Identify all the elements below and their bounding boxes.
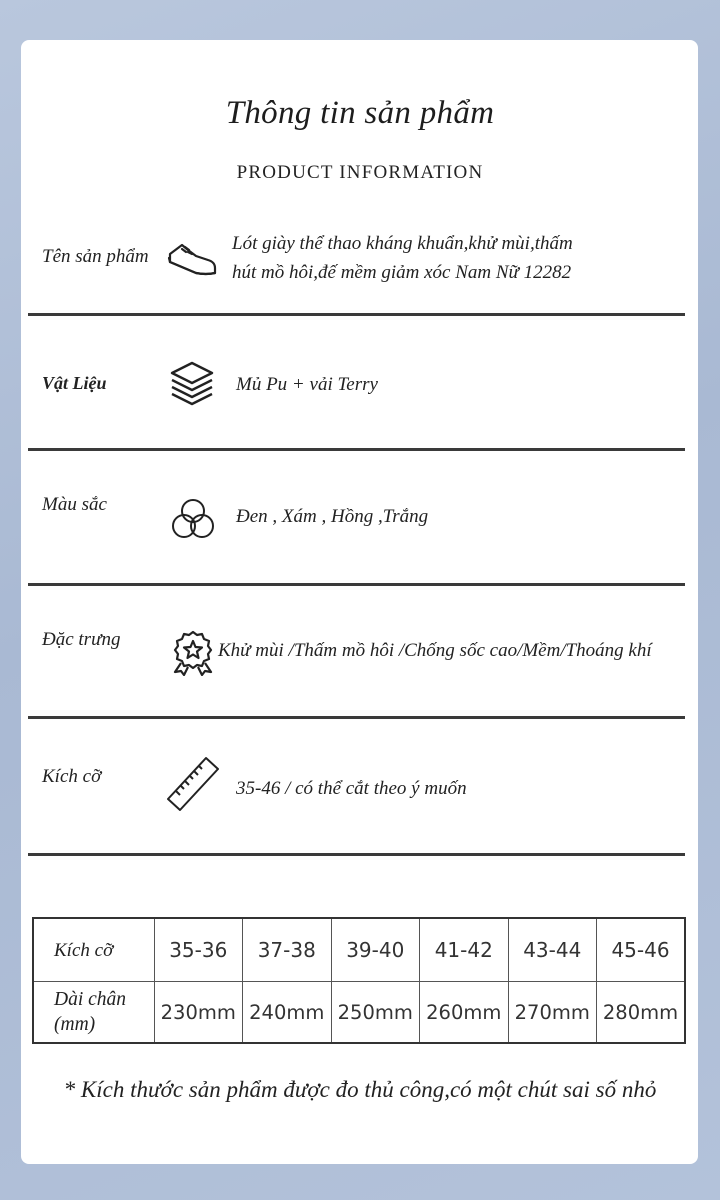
page-title: Thông tin sản phẩm bbox=[225, 95, 495, 131]
table-row bbox=[33, 918, 685, 982]
award-badge-icon bbox=[170, 630, 216, 676]
size-label: Kích cỡ bbox=[42, 766, 102, 787]
product-name-value bbox=[232, 229, 573, 287]
length-cell: 280mm bbox=[597, 982, 686, 1044]
size-cell: 37-38 bbox=[243, 918, 332, 982]
sneaker-icon bbox=[166, 240, 218, 278]
size-header-cell: Kích cỡ bbox=[33, 918, 154, 982]
layers-icon bbox=[168, 360, 216, 406]
feature-value: Khử mùi /Thấm mồ hôi /Chống sốc cao/Mềm/Thoáng khí bbox=[218, 640, 652, 661]
divider bbox=[28, 716, 685, 719]
length-cell: 260mm bbox=[420, 982, 509, 1044]
material-label: Vật Liệu bbox=[42, 373, 107, 393]
feature-label: Đặc trưng bbox=[42, 629, 121, 650]
length-cell: 270mm bbox=[508, 982, 597, 1044]
size-table bbox=[32, 917, 686, 1044]
length-cell: 240mm bbox=[243, 982, 332, 1044]
page-subtitle: PRODUCT INFORMATION bbox=[236, 162, 484, 183]
color-label: Màu sắc bbox=[42, 494, 107, 515]
length-header-line-1: Dài chân bbox=[54, 989, 127, 1010]
divider bbox=[28, 448, 685, 451]
product-name-line-1: Lót giày thể thao kháng khuẩn,khử mùi,thấm bbox=[232, 233, 573, 254]
size-cell: 35-36 bbox=[154, 918, 243, 982]
divider bbox=[28, 313, 685, 316]
size-cell: 41-42 bbox=[420, 918, 509, 982]
table-row bbox=[33, 982, 685, 1044]
color-circles-icon bbox=[168, 497, 218, 541]
size-cell: 45-46 bbox=[597, 918, 686, 982]
divider bbox=[28, 583, 685, 586]
measurement-note: * Kích thước sản phẩm được đo thủ công,có một chút sai số nhỏ bbox=[63, 1077, 657, 1102]
size-cell: 43-44 bbox=[508, 918, 597, 982]
ruler-icon bbox=[166, 755, 220, 813]
size-value: 35-46 / có thể cắt theo ý muốn bbox=[236, 778, 467, 799]
color-value: Đen , Xám , Hồng ,Trắng bbox=[236, 506, 429, 527]
size-cell: 39-40 bbox=[331, 918, 420, 982]
length-header-cell bbox=[33, 982, 154, 1044]
product-name-line-2: hút mồ hôi,đế mềm giảm xóc Nam Nữ 12282 bbox=[232, 262, 572, 283]
length-cell: 230mm bbox=[154, 982, 243, 1044]
material-value: Mủ Pu + vải Terry bbox=[236, 374, 378, 395]
length-cell: 250mm bbox=[331, 982, 420, 1044]
product-name-label: Tên sản phẩm bbox=[42, 246, 149, 267]
divider bbox=[28, 853, 685, 856]
length-header-line-2: (mm) bbox=[54, 1014, 96, 1035]
